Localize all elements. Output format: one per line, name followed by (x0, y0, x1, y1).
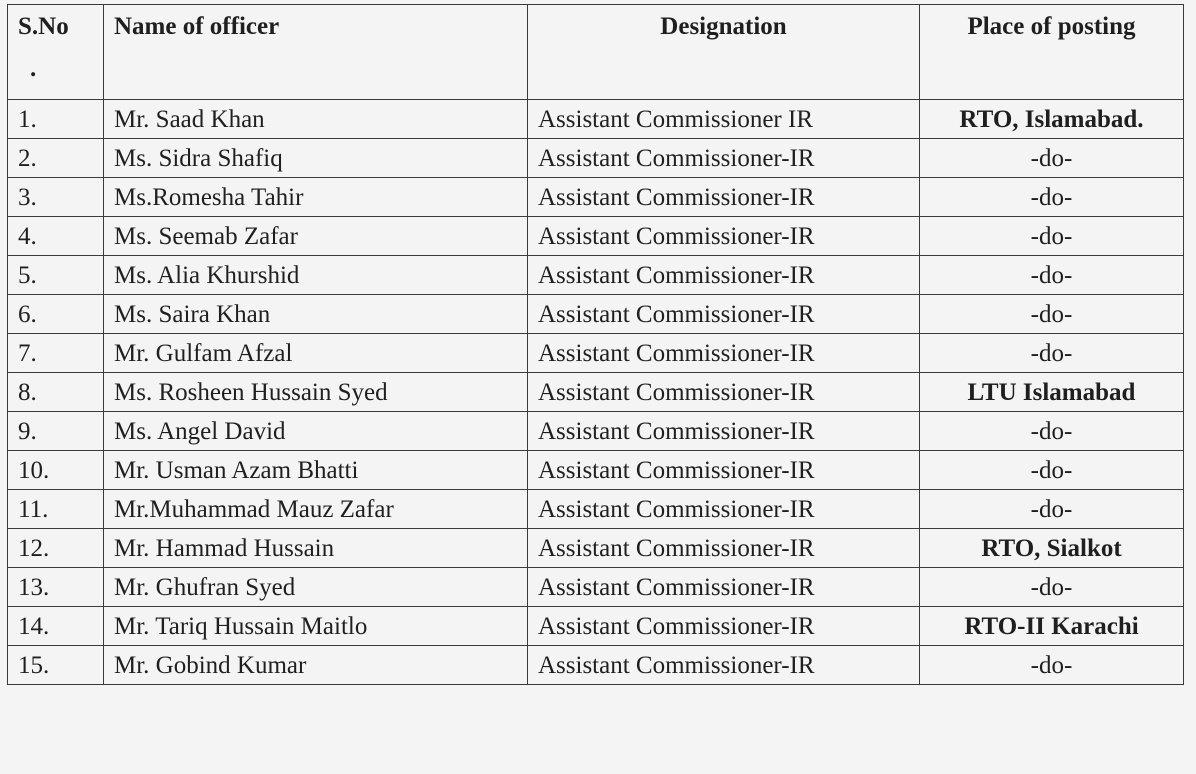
cell-designation: Assistant Commissioner-IR (528, 373, 920, 412)
header-place: Place of posting (920, 5, 1184, 100)
header-sno-label: S.No (18, 13, 69, 40)
cell-designation: Assistant Commissioner-IR (528, 568, 920, 607)
cell-place-of-posting: -do- (920, 334, 1184, 373)
header-row (8, 5, 1184, 100)
cell-sno: 6. (8, 295, 104, 334)
cell-place-of-posting: RTO-II Karachi (920, 607, 1184, 646)
table-row (8, 568, 1184, 607)
cell-designation: Assistant Commissioner-IR (528, 451, 920, 490)
table-row (8, 529, 1184, 568)
cell-designation: Assistant Commissioner-IR (528, 178, 920, 217)
cell-designation: Assistant Commissioner-IR (528, 529, 920, 568)
header-sno-dot: . (30, 55, 37, 82)
cell-officer-name: Mr. Usman Azam Bhatti (104, 451, 528, 490)
cell-place-of-posting: -do- (920, 412, 1184, 451)
cell-officer-name: Ms. Seemab Zafar (104, 217, 528, 256)
cell-sno: 14. (8, 607, 104, 646)
cell-sno: 7. (8, 334, 104, 373)
cell-sno: 13. (8, 568, 104, 607)
cell-place-of-posting: -do- (920, 178, 1184, 217)
table-row (8, 607, 1184, 646)
cell-place-of-posting: -do- (920, 295, 1184, 334)
cell-officer-name: Ms. Rosheen Hussain Syed (104, 373, 528, 412)
cell-designation: Assistant Commissioner-IR (528, 607, 920, 646)
table-row (8, 178, 1184, 217)
cell-sno: 8. (8, 373, 104, 412)
header-name: Name of officer (104, 5, 528, 100)
table-row (8, 295, 1184, 334)
cell-officer-name: Mr. Saad Khan (104, 100, 528, 139)
cell-sno: 3. (8, 178, 104, 217)
cell-officer-name: Mr. Hammad Hussain (104, 529, 528, 568)
cell-officer-name: Ms. Saira Khan (104, 295, 528, 334)
cell-sno: 12. (8, 529, 104, 568)
table-row (8, 490, 1184, 529)
table-row (8, 100, 1184, 139)
table-row (8, 217, 1184, 256)
cell-sno: 9. (8, 412, 104, 451)
cell-designation: Assistant Commissioner IR (528, 100, 920, 139)
cell-designation: Assistant Commissioner-IR (528, 139, 920, 178)
cell-designation: Assistant Commissioner-IR (528, 412, 920, 451)
cell-officer-name: Ms. Angel David (104, 412, 528, 451)
cell-sno: 15. (8, 646, 104, 685)
cell-place-of-posting: LTU Islamabad (920, 373, 1184, 412)
cell-sno: 1. (8, 100, 104, 139)
cell-sno: 5. (8, 256, 104, 295)
table-row (8, 373, 1184, 412)
cell-designation: Assistant Commissioner-IR (528, 295, 920, 334)
cell-officer-name: Ms. Sidra Shafiq (104, 139, 528, 178)
cell-designation: Assistant Commissioner-IR (528, 334, 920, 373)
cell-place-of-posting: -do- (920, 139, 1184, 178)
table-header (8, 5, 1184, 100)
cell-designation: Assistant Commissioner-IR (528, 646, 920, 685)
cell-place-of-posting: -do- (920, 568, 1184, 607)
cell-officer-name: Mr.Muhammad Mauz Zafar (104, 490, 528, 529)
cell-officer-name: Mr. Gulfam Afzal (104, 334, 528, 373)
cell-officer-name: Mr. Ghufran Syed (104, 568, 528, 607)
cell-officer-name: Mr. Gobind Kumar (104, 646, 528, 685)
header-designation: Designation (528, 5, 920, 100)
header-sno (8, 5, 104, 100)
cell-place-of-posting: -do- (920, 490, 1184, 529)
cell-designation: Assistant Commissioner-IR (528, 217, 920, 256)
cell-place-of-posting: RTO, Islamabad. (920, 100, 1184, 139)
cell-place-of-posting: RTO, Sialkot (920, 529, 1184, 568)
table-row (8, 412, 1184, 451)
table-row (8, 256, 1184, 295)
cell-sno: 10. (8, 451, 104, 490)
officers-table (7, 4, 1184, 685)
cell-place-of-posting: -do- (920, 256, 1184, 295)
table-row (8, 451, 1184, 490)
cell-sno: 11. (8, 490, 104, 529)
cell-officer-name: Mr. Tariq Hussain Maitlo (104, 607, 528, 646)
table-body (8, 100, 1184, 685)
cell-officer-name: Ms. Alia Khurshid (104, 256, 528, 295)
cell-place-of-posting: -do- (920, 646, 1184, 685)
cell-officer-name: Ms.Romesha Tahir (104, 178, 528, 217)
table-row (8, 139, 1184, 178)
cell-sno: 2. (8, 139, 104, 178)
cell-designation: Assistant Commissioner-IR (528, 490, 920, 529)
cell-place-of-posting: -do- (920, 217, 1184, 256)
table-row (8, 646, 1184, 685)
cell-designation: Assistant Commissioner-IR (528, 256, 920, 295)
cell-sno: 4. (8, 217, 104, 256)
table-row (8, 334, 1184, 373)
cell-place-of-posting: -do- (920, 451, 1184, 490)
